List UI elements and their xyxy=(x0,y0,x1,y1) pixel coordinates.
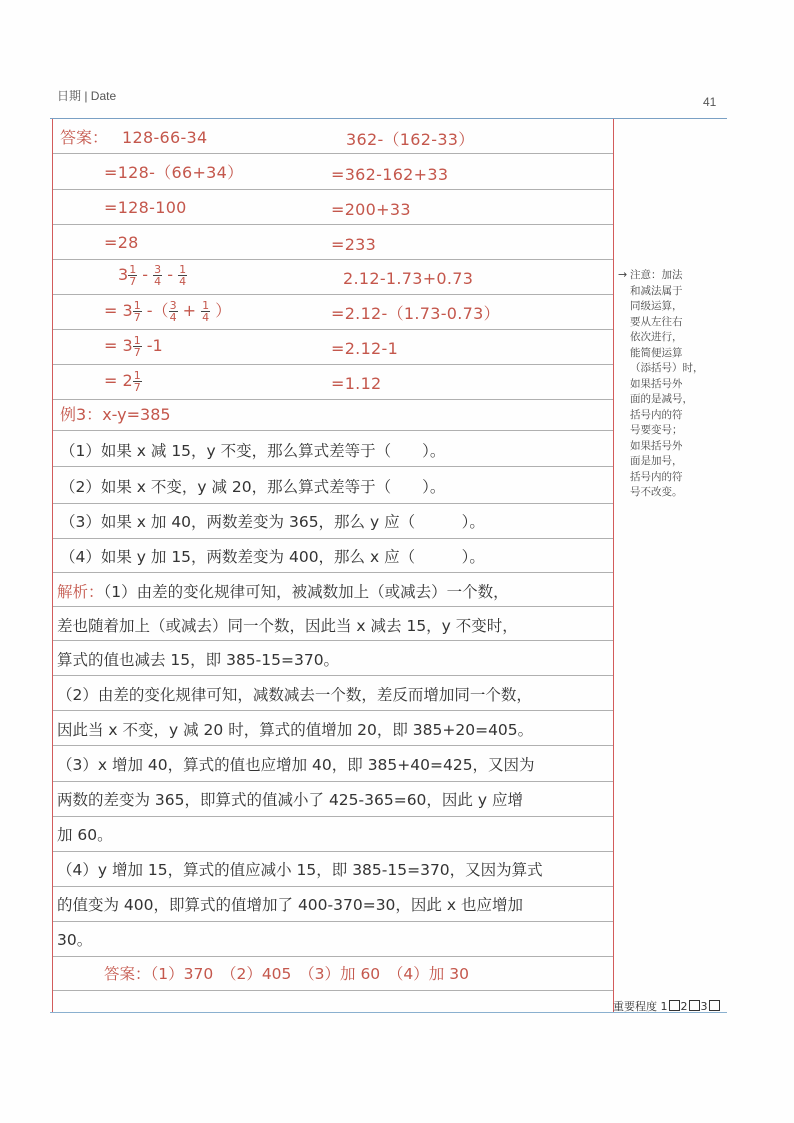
col1-line-3: =128-100 xyxy=(104,198,187,217)
side-note xyxy=(630,268,720,501)
question-2: （2）如果 x 不变，y 减 20，那么算式差等于（ ）。 xyxy=(60,478,446,496)
ruled-line xyxy=(53,294,613,295)
ruled-line xyxy=(53,572,613,573)
analysis-text: （1）由差的变化规律可知，被减数加上（或减去）一个数， xyxy=(103,583,509,601)
date-label: 日期 | Date xyxy=(57,89,117,103)
note-line: 同级运算， xyxy=(630,300,683,312)
frac-row-4 xyxy=(104,370,142,393)
fraction: $\frac{1}{7}$ xyxy=(129,263,137,288)
note-line: 能简便运算 xyxy=(630,346,683,359)
ruled-line xyxy=(53,503,613,504)
fraction: $\frac{1}{4}$ xyxy=(179,263,187,288)
operator: -（ xyxy=(146,301,169,320)
ruled-line xyxy=(53,399,613,400)
final-answer xyxy=(104,964,469,984)
fraction: $\frac{3}{4}$ xyxy=(154,263,162,288)
ruled-line xyxy=(53,153,613,154)
whole-number: 3 xyxy=(122,301,133,320)
col2-line-2: =362-162+33 xyxy=(331,165,449,184)
final-answer-text: （1）370 （2）405 （3）加 60 （4）加 30 xyxy=(150,965,469,983)
col2-line-1: 362-（162-33） xyxy=(346,130,475,149)
ruled-line xyxy=(53,956,613,957)
ruled-line xyxy=(53,329,613,330)
analysis-line-5: 因此当 x 不变，y 减 20 时，算式的值增加 20，即 385+20=405。 xyxy=(57,721,534,739)
ruled-line xyxy=(53,816,613,817)
operator: - xyxy=(167,265,174,284)
fraction: $\frac{1}{7}$ xyxy=(133,334,141,359)
example-heading xyxy=(60,405,171,425)
operator: -1 xyxy=(146,336,163,355)
ruled-line xyxy=(53,781,613,782)
final-answer-label: 答案： xyxy=(104,965,151,983)
whole-number: 3 xyxy=(118,265,129,284)
note-line: 和减法属于 xyxy=(630,284,683,297)
col2-line-3: =200+33 xyxy=(331,200,411,219)
equals-sign: = xyxy=(104,301,118,320)
ruled-line xyxy=(53,990,613,991)
analysis-line-9: （4）y 增加 15，算式的值应减小 15，即 385-15=370，又因为算式 xyxy=(57,861,543,879)
frac-row-3 xyxy=(104,335,163,358)
question-4: （4）如果 y 加 15，两数差变为 400，那么 x 应（ ）。 xyxy=(60,548,485,566)
dec-line-4: =1.12 xyxy=(331,374,382,393)
example-label: 例3： xyxy=(60,405,103,424)
ruled-line xyxy=(53,259,613,260)
bottom-rule xyxy=(50,1012,727,1013)
analysis-line-8: 加 60。 xyxy=(57,826,113,844)
note-line: 如果括号外 xyxy=(630,377,683,390)
fraction: $\frac{3}{4}$ xyxy=(169,299,177,324)
ruled-line xyxy=(53,886,613,887)
ruled-line xyxy=(53,745,613,746)
arrow-icon: → xyxy=(618,268,628,281)
fraction: $\frac{1}{4}$ xyxy=(202,299,210,324)
operator: - xyxy=(142,265,149,284)
ruled-line xyxy=(53,710,613,711)
analysis-line-10: 的值变为 400，即算式的值增加了 400-370=30，因此 x 也应增加 xyxy=(57,896,523,914)
right-margin-line xyxy=(613,119,614,1012)
equals-sign: = xyxy=(104,336,118,355)
ruled-line xyxy=(53,466,613,467)
checkbox-1[interactable] xyxy=(669,1000,680,1011)
note-line: 依次进行， xyxy=(630,331,683,343)
example-equation: x-y=385 xyxy=(102,405,171,424)
ruled-line xyxy=(53,189,613,190)
ruled-line xyxy=(53,921,613,922)
note-line: 面的是减号， xyxy=(630,393,693,405)
frac-row-1 xyxy=(118,264,187,287)
col1-line-1: 128-66-34 xyxy=(122,128,208,147)
ruled-line xyxy=(53,675,613,676)
note-line: 面是加号， xyxy=(630,455,683,467)
note-line: 括号内的符 xyxy=(630,470,683,483)
note-line: 如果括号外 xyxy=(630,439,683,452)
importance-option-2: 2 xyxy=(680,1000,688,1013)
ruled-line xyxy=(53,606,613,607)
note-line: 号不改变。 xyxy=(630,486,683,498)
page-number: 41 xyxy=(703,95,717,109)
ruled-line xyxy=(53,224,613,225)
equals-sign: = xyxy=(104,371,118,390)
importance-option-3: 3 xyxy=(700,1000,708,1013)
whole-number: 2 xyxy=(122,371,133,390)
note-line: 要从左往右 xyxy=(630,315,683,328)
ruled-line xyxy=(53,851,613,852)
analysis-line-7: 两数的差变为 365，即算式的值减小了 425-365=60，因此 y 应增 xyxy=(57,791,523,809)
fraction: $\frac{1}{7}$ xyxy=(133,299,141,324)
note-line: 括号内的符 xyxy=(630,408,683,421)
frac-row-2 xyxy=(104,300,231,323)
analysis-line-11: 30。 xyxy=(57,931,93,949)
ruled-line xyxy=(53,640,613,641)
answer-label: 答案： xyxy=(60,128,109,147)
importance-label: 重要程度 xyxy=(613,1000,657,1013)
checkbox-2[interactable] xyxy=(689,1000,700,1011)
ruled-line xyxy=(53,364,613,365)
bracket: ） xyxy=(215,301,232,320)
dec-line-3: =2.12-1 xyxy=(331,339,399,358)
ruled-line xyxy=(53,430,613,431)
left-margin-line xyxy=(52,119,53,1012)
question-3: （3）如果 x 加 40，两数差变为 365，那么 y 应（ ）。 xyxy=(60,513,485,531)
note-line: 号要变号； xyxy=(630,424,683,436)
analysis-label: 解析： xyxy=(57,583,104,601)
analysis-line-4: （2）由差的变化规律可知，减数减去一个数，差反而增加同一个数， xyxy=(57,686,532,704)
ruled-line xyxy=(53,538,613,539)
note-line: 注意：加法 xyxy=(630,269,683,281)
top-rule xyxy=(50,118,727,119)
analysis-line-3: 算式的值也减去 15，即 385-15=370。 xyxy=(57,651,340,669)
analysis-line-1 xyxy=(57,582,509,602)
operator: + xyxy=(182,301,197,320)
question-1: （1）如果 x 减 15，y 不变，那么算式差等于（ ）。 xyxy=(60,442,446,460)
note-line: （添括号）时， xyxy=(630,362,704,374)
checkbox-3[interactable] xyxy=(709,1000,720,1011)
analysis-line-6: （3）x 增加 40，算式的值也应增加 40，即 385+40=425，又因为 xyxy=(57,756,535,774)
importance-option-1: 1 xyxy=(660,1000,668,1013)
col1-line-2: =128-（66+34） xyxy=(104,163,244,182)
whole-number: 3 xyxy=(122,336,133,355)
fraction: $\frac{1}{7}$ xyxy=(133,369,141,394)
analysis-line-2: 差也随着加上（或减去）同一个数，因此当 x 减去 15，y 不变时， xyxy=(57,617,518,635)
col2-line-4: =233 xyxy=(331,235,377,254)
col1-line-4: =28 xyxy=(104,233,139,252)
dec-line-1: 2.12-1.73+0.73 xyxy=(343,269,474,288)
dec-line-2: =2.12-（1.73-0.73） xyxy=(331,304,500,323)
